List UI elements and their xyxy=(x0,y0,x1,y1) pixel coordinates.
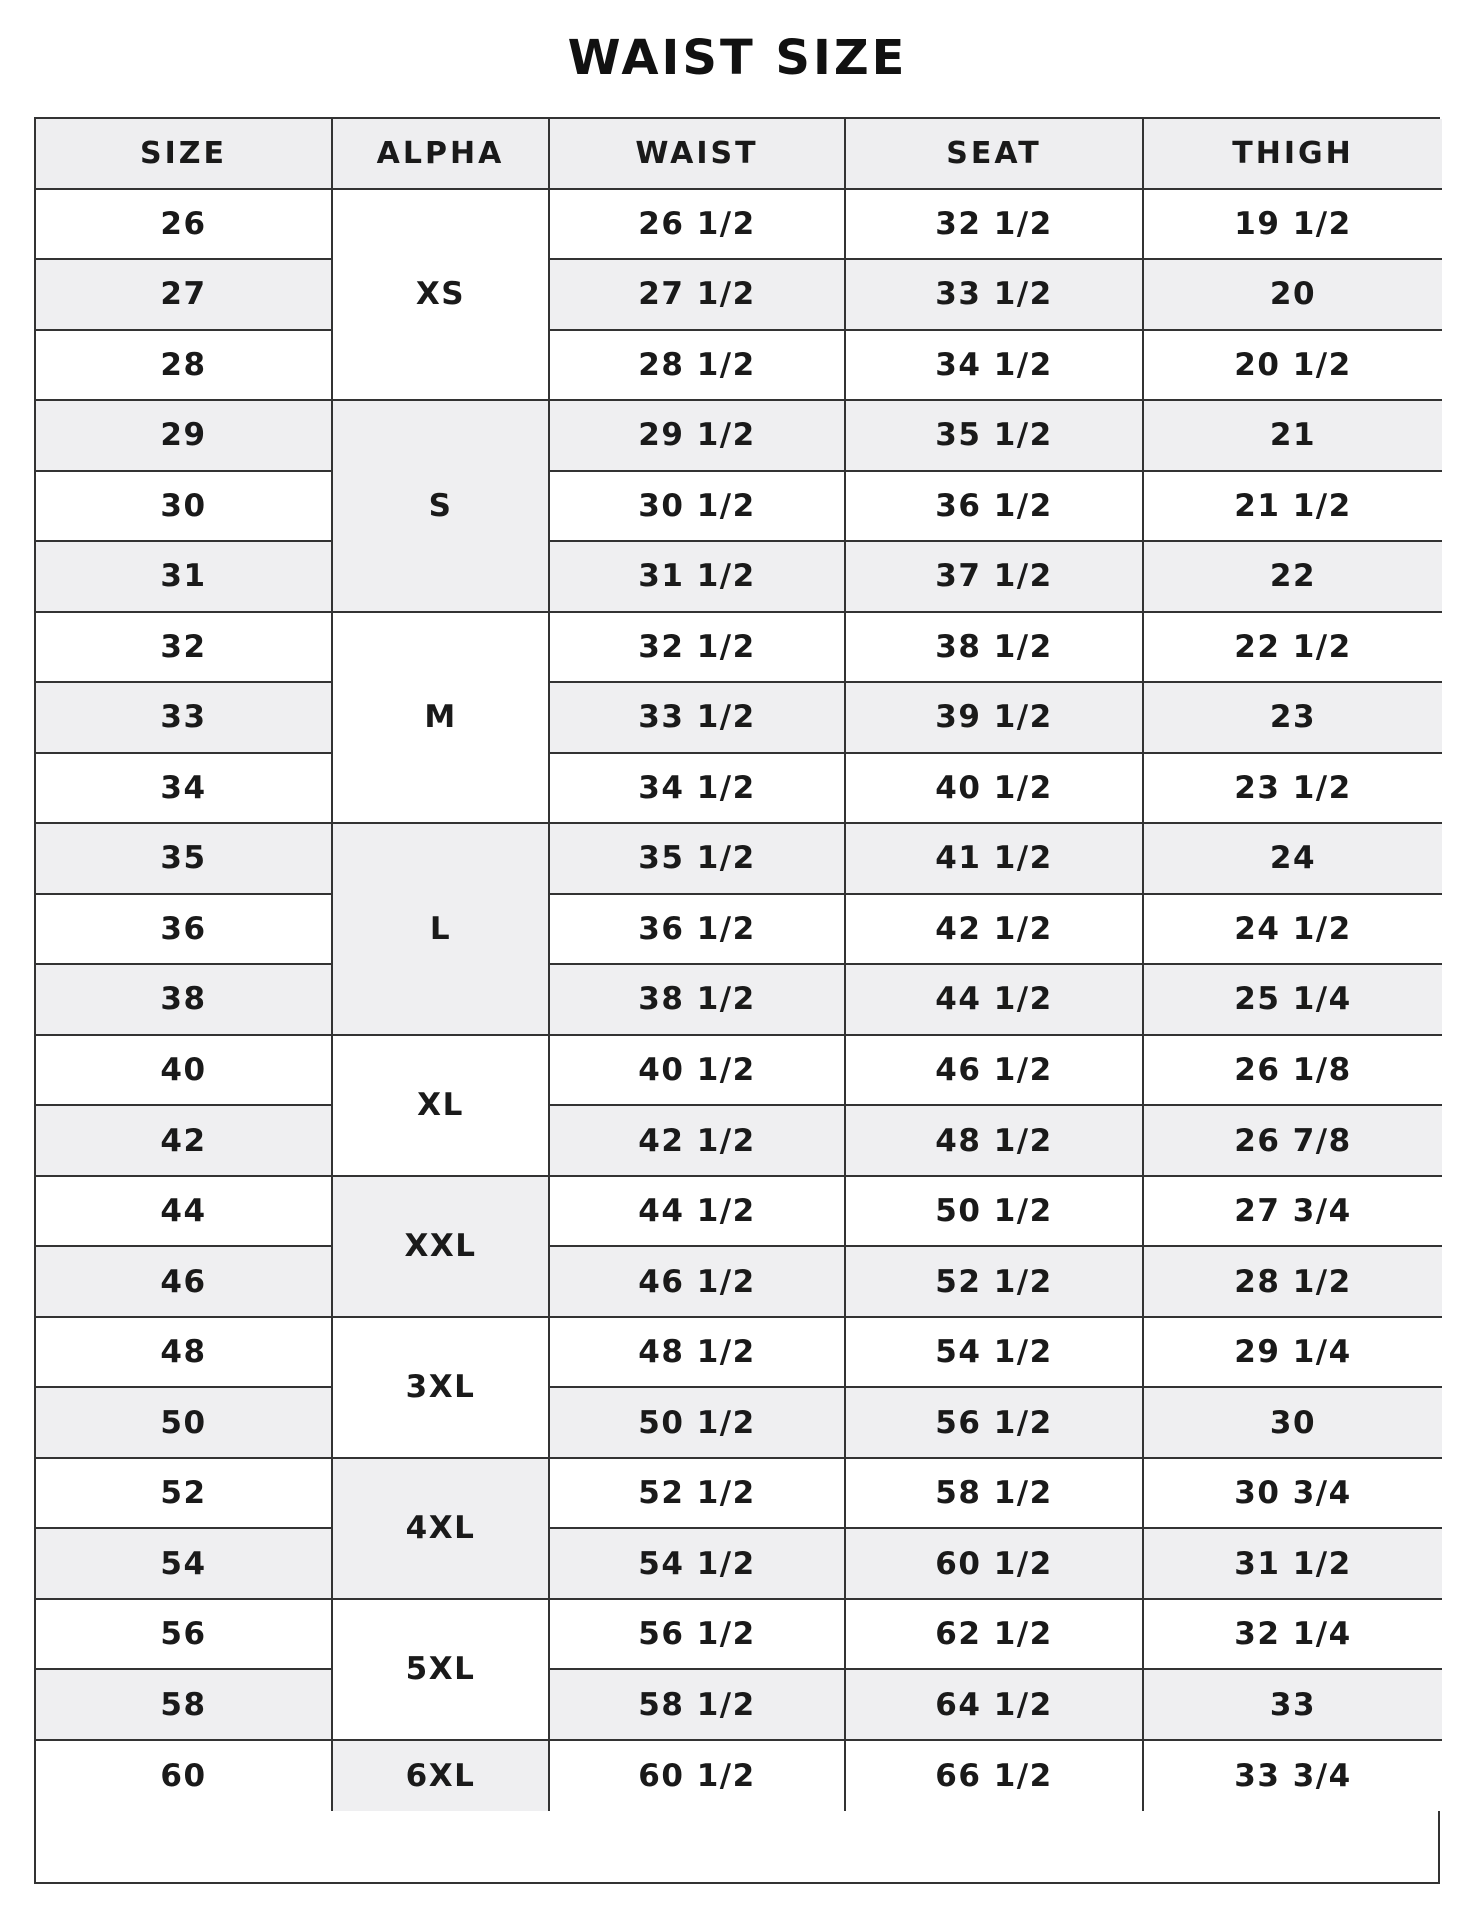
waist-cell: 42 1/2 xyxy=(550,1106,846,1177)
waist-cell: 27 1/2 xyxy=(550,260,846,331)
waist-cell: 48 1/2 xyxy=(550,1318,846,1389)
alpha-cell: XS xyxy=(333,190,550,402)
header-thigh: THIGH xyxy=(1144,119,1442,190)
size-cell: 36 xyxy=(36,895,333,966)
seat-cell: 44 1/2 xyxy=(846,965,1144,1036)
alpha-cell: S xyxy=(333,401,550,613)
alpha-cell: 4XL xyxy=(333,1459,550,1600)
seat-cell: 37 1/2 xyxy=(846,542,1144,613)
size-cell: 35 xyxy=(36,824,333,895)
seat-cell: 54 1/2 xyxy=(846,1318,1144,1389)
waist-cell: 32 1/2 xyxy=(550,613,846,684)
size-cell: 27 xyxy=(36,260,333,331)
seat-cell: 50 1/2 xyxy=(846,1177,1144,1248)
thigh-cell: 32 1/4 xyxy=(1144,1600,1442,1671)
thigh-cell: 21 xyxy=(1144,401,1442,472)
waist-cell: 54 1/2 xyxy=(550,1529,846,1600)
seat-cell: 34 1/2 xyxy=(846,331,1144,402)
waist-size-table xyxy=(34,117,1440,1884)
size-cell: 48 xyxy=(36,1318,333,1389)
seat-cell: 64 1/2 xyxy=(846,1670,1144,1741)
seat-cell: 66 1/2 xyxy=(846,1741,1144,1812)
size-cell: 58 xyxy=(36,1670,333,1741)
size-cell: 30 xyxy=(36,472,333,543)
waist-cell: 44 1/2 xyxy=(550,1177,846,1248)
thigh-cell: 25 1/4 xyxy=(1144,965,1442,1036)
seat-cell: 42 1/2 xyxy=(846,895,1144,966)
seat-cell: 40 1/2 xyxy=(846,754,1144,825)
thigh-cell: 31 1/2 xyxy=(1144,1529,1442,1600)
seat-cell: 48 1/2 xyxy=(846,1106,1144,1177)
size-cell: 38 xyxy=(36,965,333,1036)
thigh-cell: 26 7/8 xyxy=(1144,1106,1442,1177)
thigh-cell: 19 1/2 xyxy=(1144,190,1442,261)
size-cell: 34 xyxy=(36,754,333,825)
size-cell: 32 xyxy=(36,613,333,684)
seat-cell: 56 1/2 xyxy=(846,1388,1144,1459)
seat-cell: 46 1/2 xyxy=(846,1036,1144,1107)
seat-cell: 52 1/2 xyxy=(846,1247,1144,1318)
header-alpha: ALPHA xyxy=(333,119,550,190)
size-cell: 54 xyxy=(36,1529,333,1600)
size-cell: 28 xyxy=(36,331,333,402)
alpha-cell: 3XL xyxy=(333,1318,550,1459)
thigh-cell: 23 xyxy=(1144,683,1442,754)
waist-cell: 35 1/2 xyxy=(550,824,846,895)
seat-cell: 33 1/2 xyxy=(846,260,1144,331)
alpha-cell: XL xyxy=(333,1036,550,1177)
waist-cell: 40 1/2 xyxy=(550,1036,846,1107)
header-seat: SEAT xyxy=(846,119,1144,190)
thigh-cell: 28 1/2 xyxy=(1144,1247,1442,1318)
waist-cell: 33 1/2 xyxy=(550,683,846,754)
thigh-cell: 27 3/4 xyxy=(1144,1177,1442,1248)
thigh-cell: 26 1/8 xyxy=(1144,1036,1442,1107)
waist-cell: 31 1/2 xyxy=(550,542,846,613)
seat-cell: 32 1/2 xyxy=(846,190,1144,261)
waist-cell: 46 1/2 xyxy=(550,1247,846,1318)
thigh-cell: 29 1/4 xyxy=(1144,1318,1442,1389)
size-cell: 26 xyxy=(36,190,333,261)
thigh-cell: 30 xyxy=(1144,1388,1442,1459)
size-cell: 29 xyxy=(36,401,333,472)
seat-cell: 58 1/2 xyxy=(846,1459,1144,1530)
thigh-cell: 33 3/4 xyxy=(1144,1741,1442,1812)
waist-cell: 38 1/2 xyxy=(550,965,846,1036)
size-cell: 46 xyxy=(36,1247,333,1318)
thigh-cell: 24 xyxy=(1144,824,1442,895)
chart-title: WAIST SIZE xyxy=(567,30,908,86)
size-cell: 60 xyxy=(36,1741,333,1812)
thigh-cell: 30 3/4 xyxy=(1144,1459,1442,1530)
waist-cell: 50 1/2 xyxy=(550,1388,846,1459)
waist-cell: 60 1/2 xyxy=(550,1741,846,1812)
size-cell: 33 xyxy=(36,683,333,754)
waist-cell: 52 1/2 xyxy=(550,1459,846,1530)
thigh-cell: 33 xyxy=(1144,1670,1442,1741)
size-cell: 50 xyxy=(36,1388,333,1459)
thigh-cell: 22 1/2 xyxy=(1144,613,1442,684)
header-size: SIZE xyxy=(36,119,333,190)
waist-cell: 26 1/2 xyxy=(550,190,846,261)
waist-cell: 34 1/2 xyxy=(550,754,846,825)
alpha-cell: 6XL xyxy=(333,1741,550,1812)
seat-cell: 36 1/2 xyxy=(846,472,1144,543)
seat-cell: 41 1/2 xyxy=(846,824,1144,895)
thigh-cell: 20 xyxy=(1144,260,1442,331)
header-waist: WAIST xyxy=(550,119,846,190)
size-cell: 31 xyxy=(36,542,333,613)
size-cell: 52 xyxy=(36,1459,333,1530)
alpha-cell: M xyxy=(333,613,550,825)
seat-cell: 60 1/2 xyxy=(846,1529,1144,1600)
size-cell: 40 xyxy=(36,1036,333,1107)
waist-cell: 30 1/2 xyxy=(550,472,846,543)
alpha-cell: XXL xyxy=(333,1177,550,1318)
thigh-cell: 20 1/2 xyxy=(1144,331,1442,402)
thigh-cell: 22 xyxy=(1144,542,1442,613)
waist-cell: 58 1/2 xyxy=(550,1670,846,1741)
thigh-cell: 21 1/2 xyxy=(1144,472,1442,543)
seat-cell: 39 1/2 xyxy=(846,683,1144,754)
seat-cell: 38 1/2 xyxy=(846,613,1144,684)
size-cell: 56 xyxy=(36,1600,333,1671)
waist-cell: 56 1/2 xyxy=(550,1600,846,1671)
thigh-cell: 23 1/2 xyxy=(1144,754,1442,825)
seat-cell: 62 1/2 xyxy=(846,1600,1144,1671)
seat-cell: 35 1/2 xyxy=(846,401,1144,472)
thigh-cell: 24 1/2 xyxy=(1144,895,1442,966)
alpha-cell: L xyxy=(333,824,550,1036)
alpha-cell: 5XL xyxy=(333,1600,550,1741)
waist-cell: 28 1/2 xyxy=(550,331,846,402)
waist-cell: 36 1/2 xyxy=(550,895,846,966)
size-cell: 44 xyxy=(36,1177,333,1248)
waist-cell: 29 1/2 xyxy=(550,401,846,472)
size-cell: 42 xyxy=(36,1106,333,1177)
